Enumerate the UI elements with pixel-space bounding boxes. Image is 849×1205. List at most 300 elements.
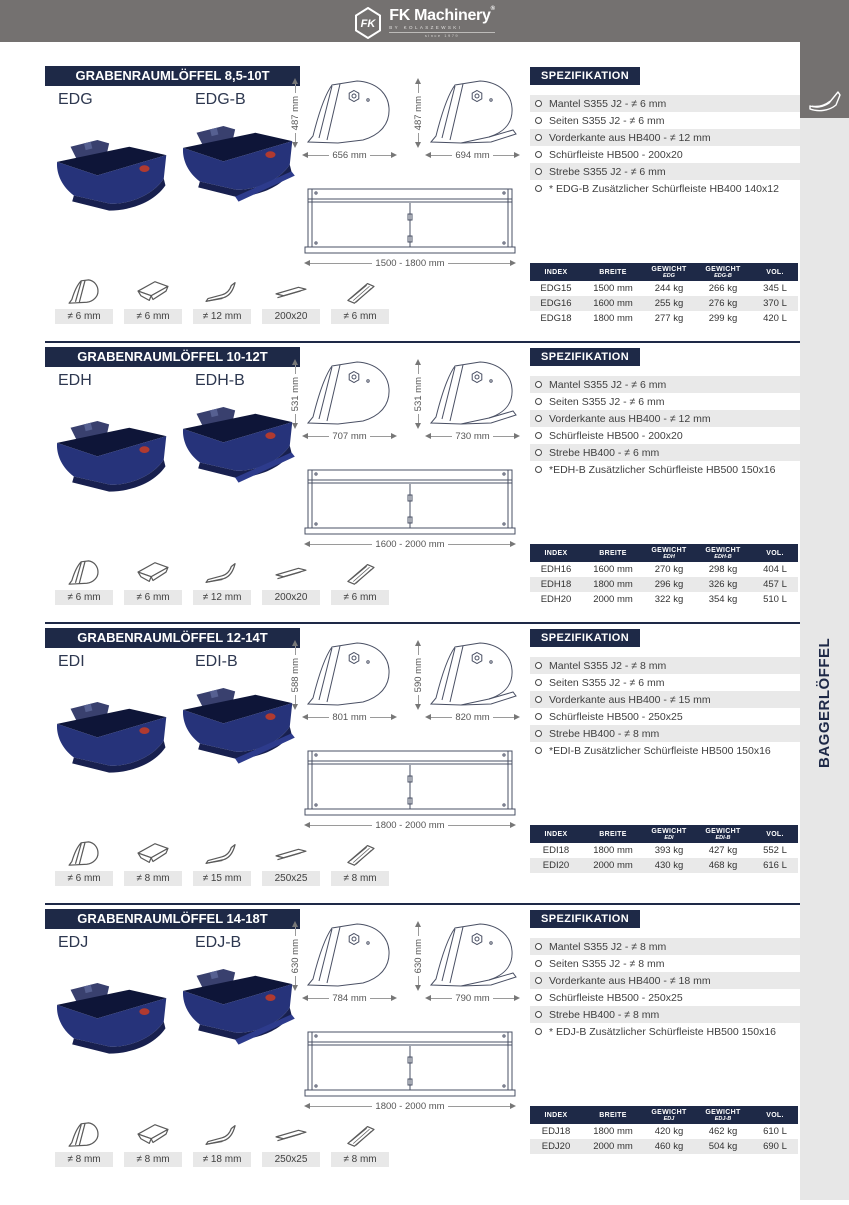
product-section: [45, 905, 800, 1205]
product-section: [45, 62, 800, 343]
table-cell: 552 L: [763, 845, 787, 856]
spec-icon-cell: [53, 278, 115, 324]
spec-item: [530, 989, 800, 1006]
spec-text: Vorderkante aus HB400 - ≠ 12 mm: [549, 131, 711, 144]
front-width-dimension: 1800 - 2000 mm: [304, 818, 516, 832]
width-dimension-b: 730 mm: [425, 429, 520, 443]
registered-mark: ®: [490, 5, 495, 12]
width-dimension-b: 820 mm: [425, 710, 520, 724]
spec-icon-row: [53, 278, 391, 324]
icon-label: ≠ 15 mm: [193, 871, 251, 886]
table-column-header: VOL.: [752, 825, 798, 843]
spec-icon-cell: [260, 559, 322, 605]
table-row: [530, 1124, 798, 1139]
bullet-icon: [535, 134, 542, 141]
bucket-outline-drawing-a: [302, 359, 397, 429]
front-width-dimension: 1600 - 2000 mm: [304, 537, 516, 551]
brand-since: since 1979: [389, 32, 494, 38]
table-column-header: GEWICHT EDJ: [644, 1106, 694, 1124]
spezifikation-header: SPEZIFIKATION: [530, 348, 640, 366]
table-cell: 326 kg: [708, 579, 738, 590]
bucket-outline-drawing-a: [302, 921, 397, 991]
icon-label: ≠ 8 mm: [331, 1152, 389, 1167]
mantle-thickness-icon: [64, 278, 104, 306]
spec-item: [530, 938, 800, 955]
table-column-header: INDEX: [530, 544, 582, 562]
icon-label: 200x20: [262, 309, 320, 324]
spec-text: *EDI-B Zusätzlicher Schürfleiste HB500 150x16: [549, 744, 771, 757]
side-plate-icon: [133, 278, 173, 306]
icon-label: ≠ 6 mm: [55, 871, 113, 886]
table-row: [530, 562, 798, 577]
side-view-a: [288, 78, 397, 162]
table-cell: 404 L: [763, 564, 787, 575]
spec-text: Strebe HB400 - ≠ 6 mm: [549, 446, 660, 459]
bullet-icon: [535, 696, 542, 703]
bullet-icon: [535, 398, 542, 405]
section-title: GRABENRAUMLÖFFEL 12-14T: [45, 628, 300, 648]
table-cell: 690 L: [763, 1141, 787, 1152]
spec-table: [530, 544, 798, 607]
brand-logo: [354, 7, 494, 39]
bullet-icon: [535, 994, 542, 1001]
product-photo-b: [173, 964, 299, 1048]
product-photo-a: [47, 416, 173, 500]
brand-subtitle: BY KOLASZEWSKI: [389, 24, 463, 30]
model-a-label: EDH: [58, 372, 92, 389]
table-column-header: GEWICHT EDH: [644, 544, 694, 562]
spec-text: Seiten S355 J2 - ≠ 6 mm: [549, 114, 665, 127]
table-column-header: BREITE: [582, 1106, 644, 1124]
front-view-drawing: [304, 186, 516, 270]
table-cell: 270 kg: [654, 564, 684, 575]
height-dimension-b: 590 mm: [411, 640, 425, 710]
table-column-header: VOL.: [752, 263, 798, 281]
side-view-a: [288, 640, 397, 724]
bullet-icon: [535, 679, 542, 686]
front-width-dimension: 1500 - 1800 mm: [304, 256, 516, 270]
table-cell: 462 kg: [708, 1126, 738, 1137]
bucket-icon: [807, 84, 843, 119]
table-cell: 430 kg: [654, 860, 684, 871]
spec-icon-cell: [191, 559, 253, 605]
bullet-icon: [535, 466, 542, 473]
spec-icon-cell: [329, 840, 391, 886]
mantle-thickness-icon: [64, 840, 104, 868]
spec-text: Schürfleiste HB500 - 250x25: [549, 710, 683, 723]
table-column-header: INDEX: [530, 825, 582, 843]
table-column-header: GEWICHT EDH-B: [694, 544, 752, 562]
bullet-icon: [535, 381, 542, 388]
spec-item: [530, 691, 800, 708]
table-cell: 345 L: [763, 283, 787, 294]
spec-item: [530, 444, 800, 461]
table-cell: EDI20: [542, 860, 570, 871]
table-header-row: [530, 1106, 798, 1124]
icon-label: ≠ 6 mm: [124, 590, 182, 605]
table-cell: 298 kg: [708, 564, 738, 575]
table-column-header: INDEX: [530, 1106, 582, 1124]
height-dimension-b: 487 mm: [411, 78, 425, 148]
spec-item: [530, 461, 800, 478]
spec-item: [530, 129, 800, 146]
product-photos: [45, 958, 300, 1093]
spec-text: Strebe HB400 - ≠ 8 mm: [549, 1008, 660, 1021]
strut-icon: [340, 559, 380, 587]
spec-item: [530, 112, 800, 129]
bullet-icon: [535, 713, 542, 720]
width-dimension-a: 784 mm: [302, 991, 397, 1005]
table-column-header: VOL.: [752, 1106, 798, 1124]
table-column-header: BREITE: [582, 544, 644, 562]
table-cell: 460 kg: [654, 1141, 684, 1152]
spec-item: [530, 180, 800, 197]
technical-drawings: [288, 78, 528, 270]
bucket-outline-drawing-a: [302, 78, 397, 148]
product-photo-a: [47, 697, 173, 781]
bucket-outline-drawing-a: [302, 640, 397, 710]
technical-drawings: [288, 921, 528, 1113]
model-b-label: EDJ-B: [195, 934, 242, 951]
spec-item: [530, 674, 800, 691]
spezifikation-header: SPEZIFIKATION: [530, 910, 640, 928]
table-cell: 610 L: [763, 1126, 787, 1137]
model-b-label: EDI-B: [195, 653, 238, 670]
spec-text: Schürfleiste HB500 - 200x20: [549, 429, 683, 442]
spec-icon-cell: [329, 1121, 391, 1167]
sections-container: [45, 62, 800, 1205]
spec-table: [530, 1106, 798, 1154]
side-view-b: [411, 359, 520, 443]
spec-icon-cell: [329, 559, 391, 605]
spec-item: [530, 410, 800, 427]
fk-logo-icon: [354, 7, 382, 39]
spec-item: [530, 1023, 800, 1040]
spec-text: Mantel S355 J2 - ≠ 8 mm: [549, 940, 667, 953]
model-a-label: EDI: [58, 653, 85, 670]
spec-table: [530, 263, 798, 326]
spec-text: Strebe HB400 - ≠ 8 mm: [549, 727, 660, 740]
spec-text: * EDG-B Zusätzlicher Schürfleiste HB400 140x12: [549, 182, 779, 195]
bullet-icon: [535, 449, 542, 456]
table-cell: 1800 mm: [593, 845, 633, 856]
side-view-a: [288, 921, 397, 1005]
chapter-label: BAGGERLÖFFEL: [816, 637, 833, 769]
bullet-icon: [535, 432, 542, 439]
width-dimension-a: 707 mm: [302, 429, 397, 443]
mantle-thickness-icon: [64, 559, 104, 587]
spec-text: Vorderkante aus HB400 - ≠ 15 mm: [549, 693, 711, 706]
table-cell: 322 kg: [654, 594, 684, 605]
front-view-drawing: [304, 1029, 516, 1113]
icon-label: ≠ 6 mm: [331, 309, 389, 324]
table-cell: EDJ18: [541, 1126, 571, 1137]
spec-text: *EDH-B Zusätzlicher Schürfleiste HB500 150x16: [549, 463, 776, 476]
table-cell: EDH20: [540, 594, 572, 605]
icon-label: ≠ 8 mm: [124, 1152, 182, 1167]
table-cell: 296 kg: [654, 579, 684, 590]
spec-icon-cell: [122, 278, 184, 324]
table-cell: 510 L: [763, 594, 787, 605]
table-cell: 370 L: [763, 298, 787, 309]
icon-label: 250x25: [262, 1152, 320, 1167]
side-view-b: [411, 921, 520, 1005]
table-cell: 1500 mm: [593, 283, 633, 294]
height-dimension-a: 630 mm: [288, 921, 302, 991]
table-cell: 354 kg: [708, 594, 738, 605]
table-cell: 276 kg: [708, 298, 738, 309]
bullet-icon: [535, 1028, 542, 1035]
table-cell: 2000 mm: [593, 594, 633, 605]
bullet-icon: [535, 960, 542, 967]
wear-strip-icon: [271, 840, 311, 868]
product-photos: [45, 677, 300, 812]
section-title: GRABENRAUMLÖFFEL 8,5-10T: [45, 66, 300, 86]
section-title: GRABENRAUMLÖFFEL 14-18T: [45, 909, 300, 929]
wear-strip-icon: [271, 1121, 311, 1149]
spec-item: [530, 95, 800, 112]
table-cell: 266 kg: [708, 283, 738, 294]
spec-text: Schürfleiste HB500 - 200x20: [549, 148, 683, 161]
table-column-header: INDEX: [530, 263, 582, 281]
spec-item: [530, 163, 800, 180]
product-photo-b: [173, 121, 299, 205]
side-plate-icon: [133, 1121, 173, 1149]
table-row: [530, 843, 798, 858]
table-cell: 1800 mm: [593, 579, 633, 590]
icon-label: ≠ 8 mm: [124, 871, 182, 886]
table-cell: 504 kg: [708, 1141, 738, 1152]
table-cell: 244 kg: [654, 283, 684, 294]
side-view-b: [411, 640, 520, 724]
icon-label: ≠ 12 mm: [193, 590, 251, 605]
table-header-row: [530, 544, 798, 562]
table-row: [530, 1139, 798, 1154]
product-section: [45, 624, 800, 905]
spec-icon-cell: [260, 278, 322, 324]
product-photo-b: [173, 402, 299, 486]
bullet-icon: [535, 1011, 542, 1018]
spec-item: [530, 708, 800, 725]
bullet-icon: [535, 730, 542, 737]
table-row: [530, 311, 798, 326]
spec-icon-cell: [329, 278, 391, 324]
product-photos: [45, 115, 300, 250]
spec-item: [530, 427, 800, 444]
table-cell: 616 L: [763, 860, 787, 871]
product-photos: [45, 396, 300, 531]
table-cell: 468 kg: [708, 860, 738, 871]
bullet-icon: [535, 100, 542, 107]
model-b-label: EDH-B: [195, 372, 245, 389]
table-header-row: [530, 825, 798, 843]
spec-list: [530, 95, 800, 197]
brand-name: FK Machinery®: [389, 5, 495, 24]
bucket-outline-drawing-b: [425, 78, 520, 148]
table-column-header: BREITE: [582, 825, 644, 843]
spec-item: [530, 972, 800, 989]
mantle-thickness-icon: [64, 1121, 104, 1149]
table-cell: 420 L: [763, 313, 787, 324]
spec-text: Seiten S355 J2 - ≠ 8 mm: [549, 957, 665, 970]
spec-text: Mantel S355 J2 - ≠ 6 mm: [549, 97, 667, 110]
model-a-label: EDJ: [58, 934, 89, 951]
front-view-drawing: [304, 467, 516, 551]
spec-text: * EDJ-B Zusätzlicher Schürfleiste HB500 150x16: [549, 1025, 777, 1038]
bullet-icon: [535, 977, 542, 984]
table-row: [530, 281, 798, 296]
table-cell: 427 kg: [708, 845, 738, 856]
cutting-edge-icon: [202, 840, 242, 868]
icon-label: ≠ 8 mm: [55, 1152, 113, 1167]
spec-item: [530, 1006, 800, 1023]
side-plate-icon: [133, 559, 173, 587]
bucket-outline-drawing-b: [425, 640, 520, 710]
table-column-header: VOL.: [752, 544, 798, 562]
table-row: [530, 296, 798, 311]
table-cell: 255 kg: [654, 298, 684, 309]
table-cell: EDG16: [540, 298, 572, 309]
bullet-icon: [535, 662, 542, 669]
spec-icon-cell: [122, 840, 184, 886]
side-view-a: [288, 359, 397, 443]
height-dimension-a: 531 mm: [288, 359, 302, 429]
height-dimension-b: 531 mm: [411, 359, 425, 429]
table-cell: EDH18: [540, 579, 572, 590]
spec-icon-cell: [53, 559, 115, 605]
table-cell: EDI18: [542, 845, 570, 856]
spec-icon-cell: [53, 1121, 115, 1167]
spec-icon-cell: [260, 840, 322, 886]
table-row: [530, 858, 798, 873]
table-cell: 420 kg: [654, 1126, 684, 1137]
icon-label: ≠ 6 mm: [124, 309, 182, 324]
product-photo-b: [173, 683, 299, 767]
section-title: GRABENRAUMLÖFFEL 10-12T: [45, 347, 300, 367]
height-dimension-b: 630 mm: [411, 921, 425, 991]
table-cell: EDH16: [540, 564, 572, 575]
product-photo-a: [47, 135, 173, 219]
cutting-edge-icon: [202, 1121, 242, 1149]
table-cell: 1800 mm: [593, 313, 633, 324]
spec-icon-cell: [122, 1121, 184, 1167]
height-dimension-a: 487 mm: [288, 78, 302, 148]
width-dimension-a: 656 mm: [302, 148, 397, 162]
strut-icon: [340, 840, 380, 868]
table-column-header: GEWICHT EDJ-B: [694, 1106, 752, 1124]
table-cell: 299 kg: [708, 313, 738, 324]
table-cell: EDG15: [540, 283, 572, 294]
bullet-icon: [535, 747, 542, 754]
bullet-icon: [535, 168, 542, 175]
table-row: [530, 577, 798, 592]
table-cell: 1800 mm: [593, 1126, 633, 1137]
strut-icon: [340, 1121, 380, 1149]
cutting-edge-icon: [202, 559, 242, 587]
spec-icon-cell: [191, 1121, 253, 1167]
spec-item: [530, 725, 800, 742]
bucket-outline-drawing-b: [425, 921, 520, 991]
icon-label: ≠ 6 mm: [55, 309, 113, 324]
spec-text: Vorderkante aus HB400 - ≠ 18 mm: [549, 974, 711, 987]
spec-icon-cell: [122, 559, 184, 605]
spec-list: [530, 938, 800, 1040]
model-b-label: EDG-B: [195, 91, 246, 108]
spec-icon-row: [53, 840, 391, 886]
bullet-icon: [535, 943, 542, 950]
top-bar: [0, 0, 849, 42]
spec-table: [530, 825, 798, 873]
bullet-icon: [535, 415, 542, 422]
spec-icon-cell: [191, 278, 253, 324]
spec-icon-row: [53, 1121, 391, 1167]
icon-label: ≠ 18 mm: [193, 1152, 251, 1167]
table-header-row: [530, 263, 798, 281]
spec-list: [530, 657, 800, 759]
svg-text:FK: FK: [360, 18, 376, 30]
spezifikation-header: SPEZIFIKATION: [530, 629, 640, 647]
spec-item: [530, 955, 800, 972]
spec-icon-cell: [260, 1121, 322, 1167]
spec-item: [530, 376, 800, 393]
spec-list: [530, 376, 800, 478]
spec-icon-cell: [53, 840, 115, 886]
right-sidebar: [800, 0, 849, 1200]
table-column-header: GEWICHT EDG: [644, 263, 694, 281]
bullet-icon: [535, 117, 542, 124]
product-section: [45, 343, 800, 624]
spec-text: Strebe S355 J2 - ≠ 6 mm: [549, 165, 666, 178]
side-view-b: [411, 78, 520, 162]
width-dimension-b: 694 mm: [425, 148, 520, 162]
side-plate-icon: [133, 840, 173, 868]
technical-drawings: [288, 640, 528, 832]
technical-drawings: [288, 359, 528, 551]
icon-label: ≠ 12 mm: [193, 309, 251, 324]
spec-item: [530, 657, 800, 674]
table-cell: 277 kg: [654, 313, 684, 324]
icon-label: ≠ 6 mm: [55, 590, 113, 605]
wear-strip-icon: [271, 278, 311, 306]
cutting-edge-icon: [202, 278, 242, 306]
table-cell: 393 kg: [654, 845, 684, 856]
table-cell: 457 L: [763, 579, 787, 590]
spec-item: [530, 742, 800, 759]
spec-text: Schürfleiste HB500 - 250x25: [549, 991, 683, 1004]
table-row: [530, 592, 798, 607]
table-cell: 2000 mm: [593, 1141, 633, 1152]
table-cell: EDJ20: [541, 1141, 571, 1152]
spec-item: [530, 146, 800, 163]
icon-label: ≠ 6 mm: [331, 590, 389, 605]
spec-icon-row: [53, 559, 391, 605]
table-cell: 1600 mm: [593, 298, 633, 309]
spezifikation-header: SPEZIFIKATION: [530, 67, 640, 85]
bullet-icon: [535, 185, 542, 192]
bullet-icon: [535, 151, 542, 158]
front-view-drawing: [304, 748, 516, 832]
width-dimension-b: 790 mm: [425, 991, 520, 1005]
spec-text: Vorderkante aus HB400 - ≠ 12 mm: [549, 412, 711, 425]
table-cell: 1600 mm: [593, 564, 633, 575]
table-cell: EDG18: [540, 313, 572, 324]
table-column-header: GEWICHT EDI-B: [694, 825, 752, 843]
icon-label: 250x25: [262, 871, 320, 886]
bucket-outline-drawing-b: [425, 359, 520, 429]
height-dimension-a: 588 mm: [288, 640, 302, 710]
table-column-header: GEWICHT EDG-B: [694, 263, 752, 281]
wear-strip-icon: [271, 559, 311, 587]
